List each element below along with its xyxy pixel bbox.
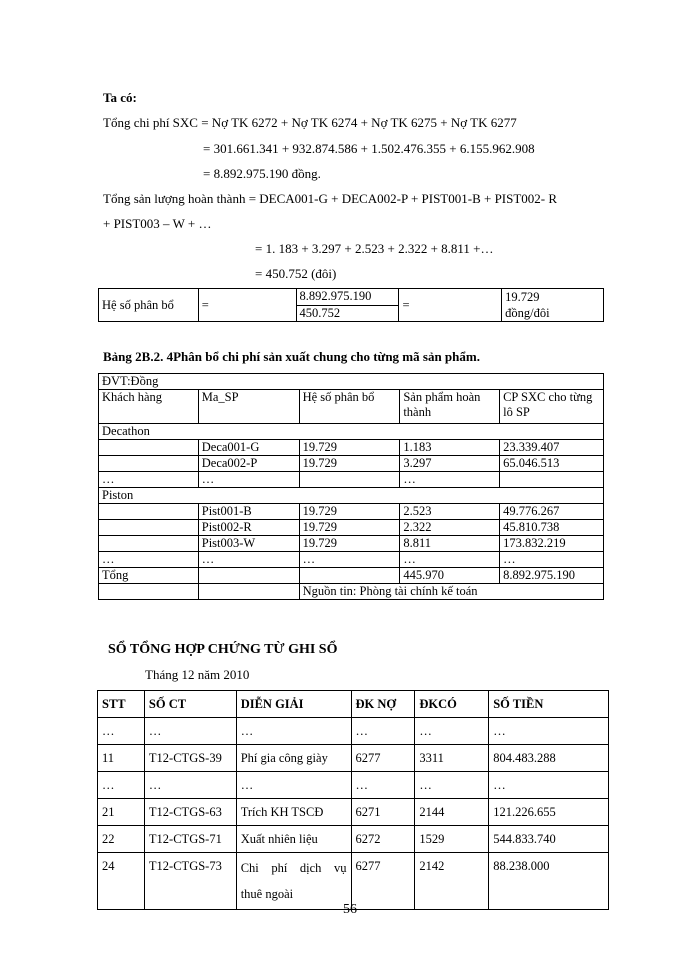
table-row <box>98 799 609 826</box>
cell: 2.322 <box>400 520 500 536</box>
header-cost-per-lot: CP SXC cho từng lô SP <box>500 390 604 424</box>
cell <box>99 440 199 456</box>
cell: … <box>415 772 489 799</box>
table-row <box>99 552 604 568</box>
allocation-table <box>98 373 604 600</box>
cell: Pist001-B <box>198 504 299 520</box>
cell <box>299 568 400 584</box>
cell: 88.238.000 <box>489 853 609 910</box>
cell: … <box>198 472 299 488</box>
cell: Deca001-G <box>198 440 299 456</box>
cell: … <box>489 772 609 799</box>
cell: 2.523 <box>400 504 500 520</box>
output-total-formula: Tổng sản lượng hoàn thành = DECA001-G + DECA002-P + PIST001-B + PIST002- R <box>103 191 558 206</box>
header-product-code: Ma_SP <box>198 390 299 424</box>
ledger-table <box>97 690 609 910</box>
cell: 49.776.267 <box>500 504 604 520</box>
cell: 22 <box>98 826 145 853</box>
cell: … <box>99 472 199 488</box>
cell <box>99 584 199 600</box>
customer-decathon: Decathon <box>99 424 604 440</box>
cell: … <box>98 772 145 799</box>
cell <box>99 520 199 536</box>
cell: … <box>236 718 351 745</box>
header-dien-giai: DIỄN GIẢI <box>236 691 351 718</box>
table-row <box>98 853 609 910</box>
cell: 2142 <box>415 853 489 910</box>
cell: … <box>400 472 500 488</box>
coef-denominator: 450.752 <box>296 305 399 322</box>
table-row <box>99 456 604 472</box>
coef-label: Hệ số phân bổ <box>99 289 199 322</box>
cell: 6272 <box>351 826 415 853</box>
cell: 804.483.288 <box>489 745 609 772</box>
output-total-values: = 1. 183 + 3.297 + 2.523 + 2.322 + 8.811 +… <box>255 241 494 256</box>
cell: … <box>198 552 299 568</box>
cell: … <box>489 718 609 745</box>
cell: … <box>351 718 415 745</box>
cell <box>99 504 199 520</box>
coef-result <box>502 289 604 322</box>
cell: … <box>351 772 415 799</box>
table-row <box>99 504 604 520</box>
coef-eq2: = <box>399 289 502 322</box>
word: phí <box>271 861 288 875</box>
cell: 173.832.219 <box>500 536 604 552</box>
sxc-total-formula: Tổng chi phí SXC = Nợ TK 6272 + Nợ TK 6274 + Nợ TK 6275 + Nợ TK 6277 <box>103 115 517 130</box>
cell: … <box>144 772 236 799</box>
coef-numerator: 8.892.975.190 <box>296 289 399 306</box>
cell: T12-CTGS-63 <box>144 799 236 826</box>
cell: 3.297 <box>400 456 500 472</box>
cell <box>299 472 400 488</box>
cell <box>500 472 604 488</box>
cell: Xuất nhiên liệu <box>236 826 351 853</box>
ledger-month: Tháng 12 năm 2010 <box>145 667 250 682</box>
cell: 23.339.407 <box>500 440 604 456</box>
cell: … <box>98 718 145 745</box>
cell: 24 <box>98 853 145 910</box>
sxc-total-result: = 8.892.975.190 đồng. <box>203 166 321 181</box>
cell: 11 <box>98 745 145 772</box>
table-row <box>99 472 604 488</box>
cell: 544.833.740 <box>489 826 609 853</box>
cell: 8.811 <box>400 536 500 552</box>
cell: 19.729 <box>299 504 400 520</box>
cell: 19.729 <box>299 440 400 456</box>
cell: T12-CTGS-71 <box>144 826 236 853</box>
cell: 19.729 <box>299 456 400 472</box>
cell: T12-CTGS-73 <box>144 853 236 910</box>
cell: Pist002-R <box>198 520 299 536</box>
cell: 2144 <box>415 799 489 826</box>
unit-label: ĐVT:Đồng <box>99 374 604 390</box>
total-cost: 8.892.975.190 <box>500 568 604 584</box>
cell: … <box>144 718 236 745</box>
word: Chi <box>240 861 259 875</box>
coef-result-value: 19.729 <box>505 290 540 304</box>
cell: 3311 <box>415 745 489 772</box>
sxc-total-values: = 301.661.341 + 932.874.586 + 1.502.476.355 + 6.155.962.908 <box>203 141 535 156</box>
header-so-tien: SỐ TIỀN <box>489 691 609 718</box>
coefficient-table <box>98 288 604 322</box>
cell: Deca002-P <box>198 456 299 472</box>
cell: 1.183 <box>400 440 500 456</box>
header-stt: STT <box>98 691 145 718</box>
cell: 19.729 <box>299 536 400 552</box>
dien-giai-cell <box>236 853 351 910</box>
ta-co-label: Ta có: <box>103 90 137 105</box>
cell: … <box>99 552 199 568</box>
table-row <box>99 520 604 536</box>
ledger-title: SỔ TỔNG HỢP CHỨNG TỪ GHI SỔ <box>108 642 338 657</box>
header-dk-no: ĐK NỢ <box>351 691 415 718</box>
cell: 6277 <box>351 853 415 910</box>
word: vụ <box>334 861 347 875</box>
cell: … <box>400 552 500 568</box>
cell: 1529 <box>415 826 489 853</box>
cell <box>198 584 299 600</box>
cell: 65.046.513 <box>500 456 604 472</box>
total-quantity: 445.970 <box>400 568 500 584</box>
cell: 19.729 <box>299 520 400 536</box>
output-total-formula-cont: + PIST003 – W + … <box>103 216 212 231</box>
coef-result-unit: đồng/đôi <box>505 306 550 320</box>
cell: 45.810.738 <box>500 520 604 536</box>
table-row <box>98 826 609 853</box>
cell: Phí gia công giày <box>236 745 351 772</box>
cell: … <box>500 552 604 568</box>
output-total-result: = 450.752 (đôi) <box>255 266 337 281</box>
cell: Pist003-W <box>198 536 299 552</box>
cell: T12-CTGS-39 <box>144 745 236 772</box>
table-row <box>99 440 604 456</box>
customer-piston: Piston <box>99 488 604 504</box>
coef-eq1: = <box>198 289 296 322</box>
cell <box>198 568 299 584</box>
dien-giai-line2: thuê ngoài <box>240 887 294 901</box>
header-finished-products: Sản phẩm hoàn thành <box>400 390 500 424</box>
cell: 6277 <box>351 745 415 772</box>
cell: 21 <box>98 799 145 826</box>
page-number: 56 <box>343 902 357 917</box>
dien-giai-line1 <box>241 855 347 881</box>
table-row <box>98 718 609 745</box>
table2-caption: Bảng 2B.2. 4Phân bổ chi phí sản xuất chung cho từng mã sản phẩm. <box>103 349 480 364</box>
cell: … <box>299 552 400 568</box>
table-row <box>98 772 609 799</box>
cell <box>99 536 199 552</box>
header-coefficient: Hệ số phân bổ <box>299 390 400 424</box>
total-row <box>99 568 604 584</box>
table-row <box>99 536 604 552</box>
cell: 6271 <box>351 799 415 826</box>
cell: 121.226.655 <box>489 799 609 826</box>
word: dịch <box>299 861 322 875</box>
total-label: Tổng <box>99 568 199 584</box>
cell: … <box>236 772 351 799</box>
table-row <box>98 745 609 772</box>
cell: Trích KH TSCĐ <box>236 799 351 826</box>
cell: … <box>415 718 489 745</box>
header-customer: Khách hàng <box>99 390 199 424</box>
header-dk-co: ĐKCÓ <box>415 691 489 718</box>
cell <box>99 456 199 472</box>
source-note: Nguồn tin: Phòng tài chính kế toán <box>299 584 603 600</box>
header-so-ct: SỐ CT <box>144 691 236 718</box>
